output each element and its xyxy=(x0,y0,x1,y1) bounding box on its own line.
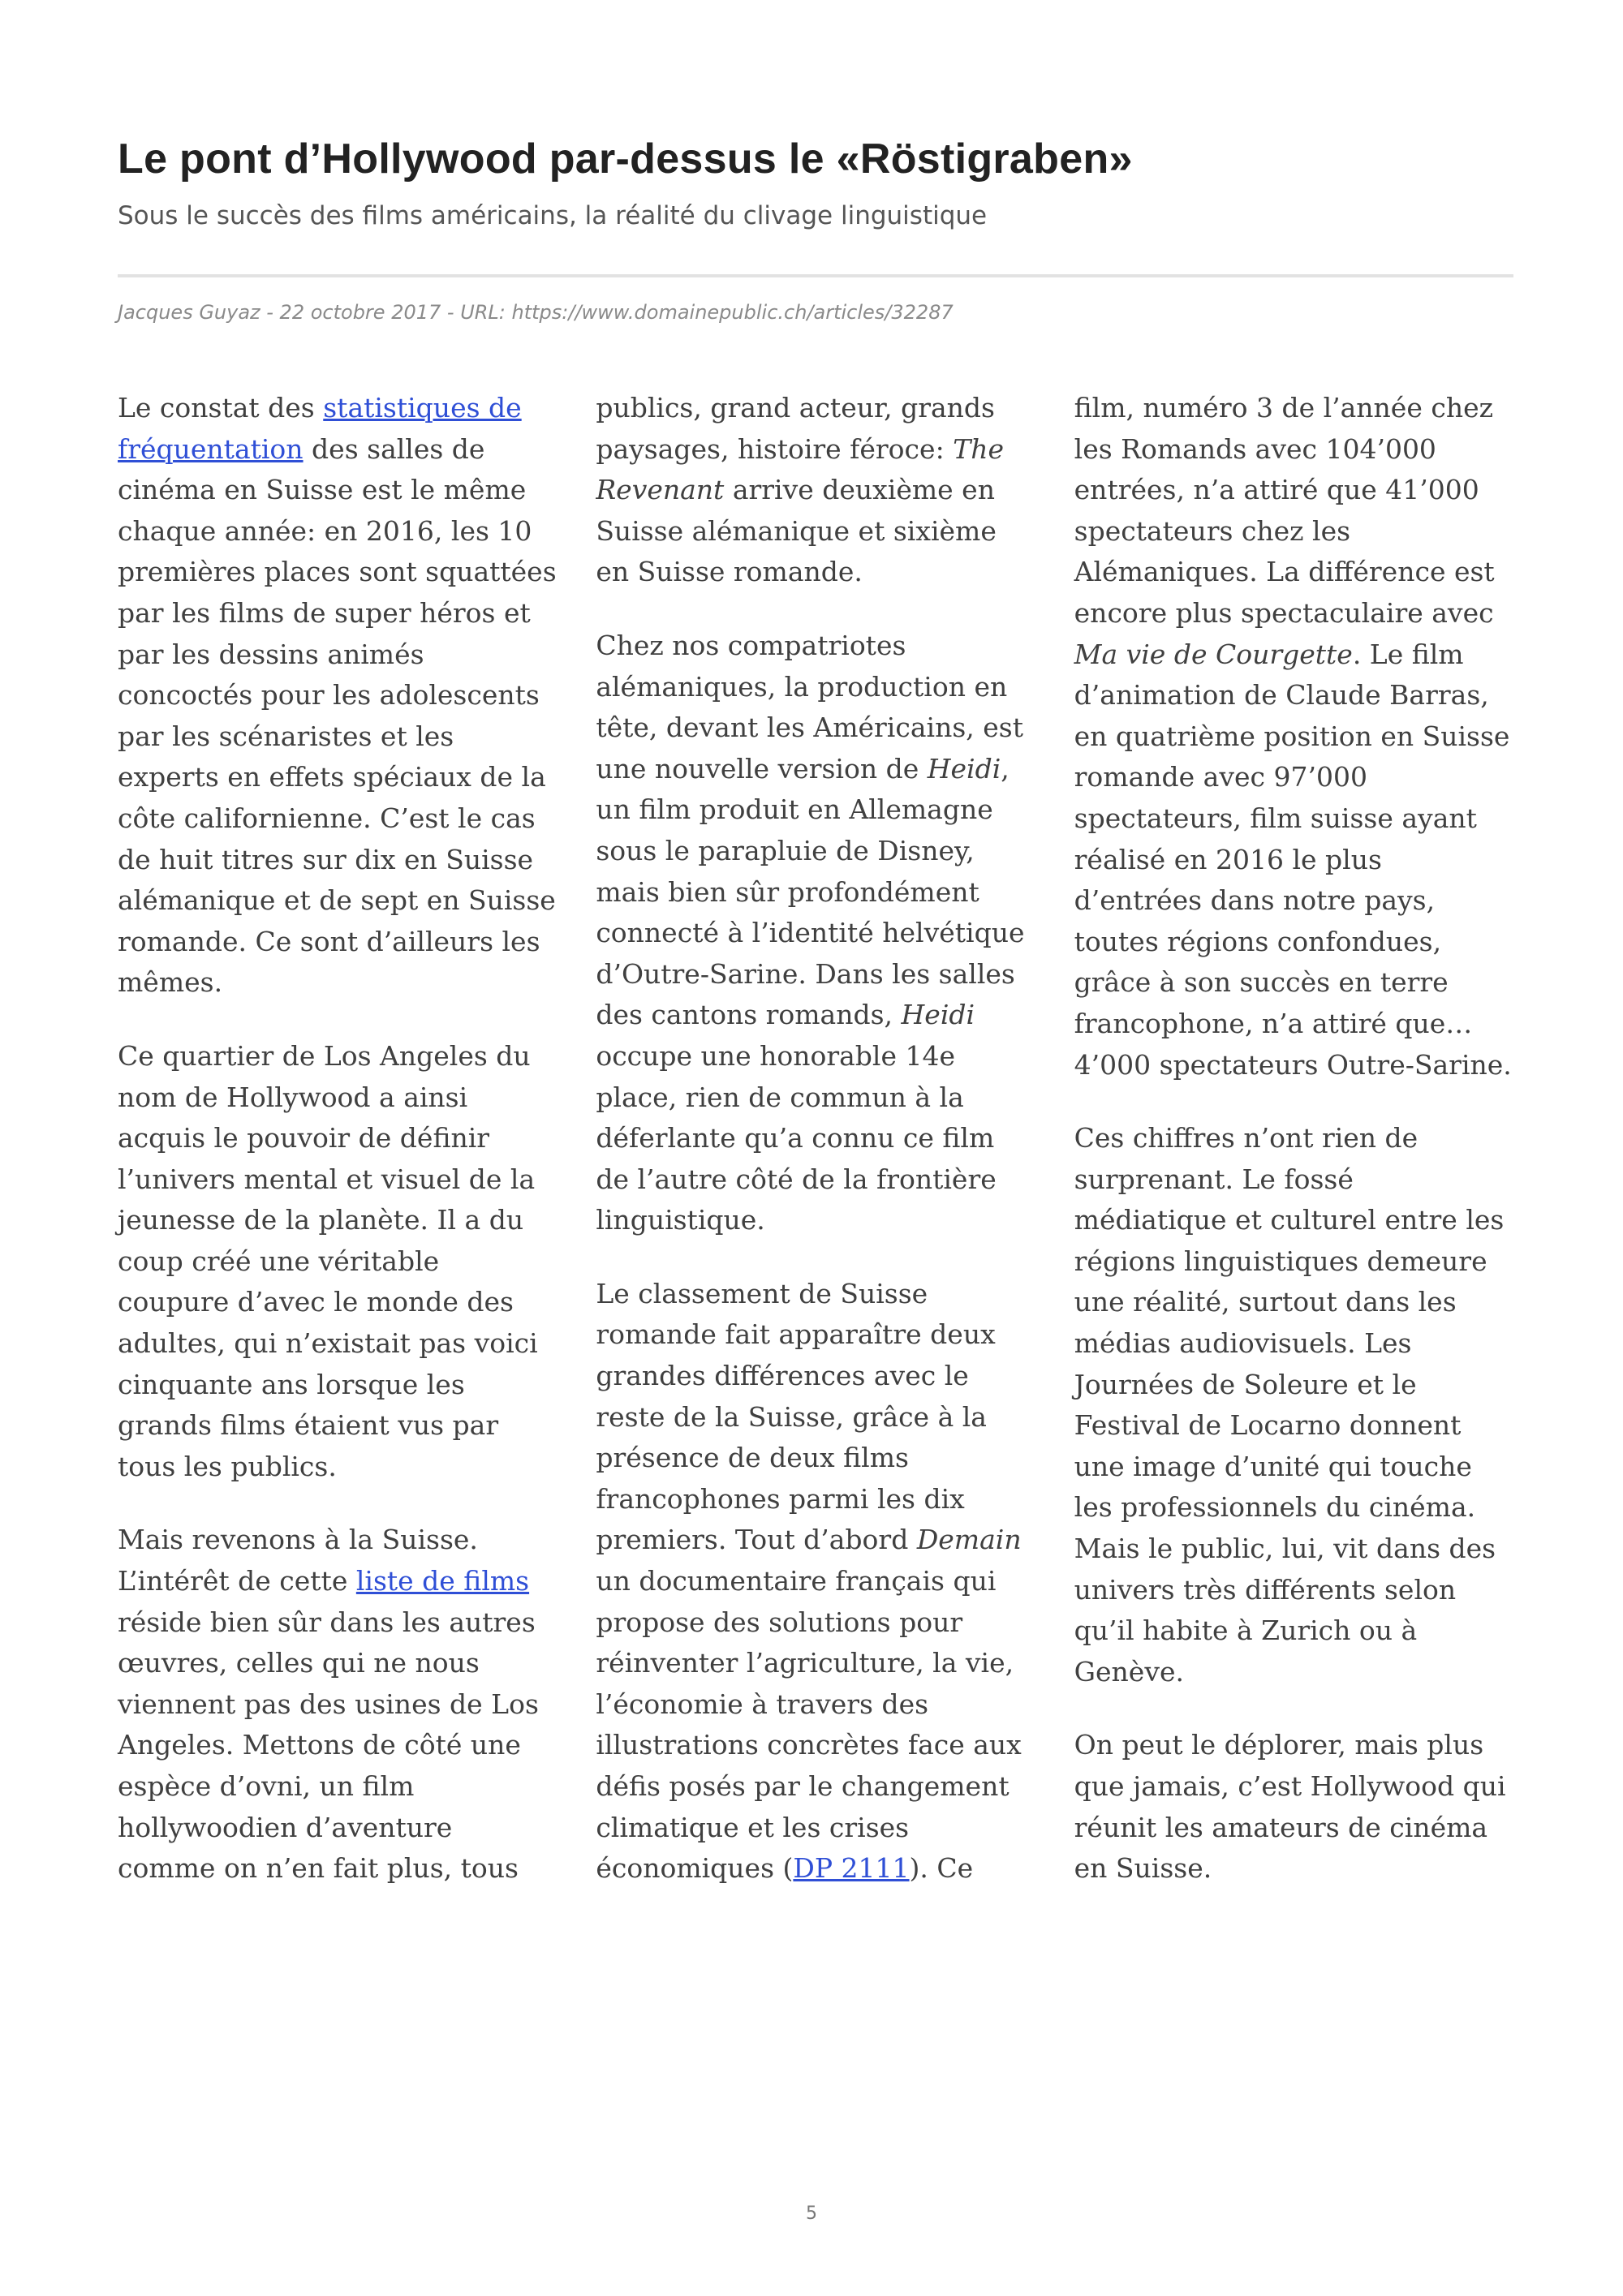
paragraph-text: Mais revenons à la Suisse. L’intérêt de cette xyxy=(118,1524,478,1597)
paragraph-text: Le classement de Suisse romande fait apparaître deux grandes différences avec le reste de la Suisse, grâce à la présence de deux films francophones parmi les dix premiers. Tout d’abord xyxy=(596,1277,996,1556)
paragraph-text: Le constat des xyxy=(118,392,324,424)
film-title: Ma vie de Courgette xyxy=(1074,638,1353,670)
film-title: Heidi xyxy=(901,999,975,1031)
header-divider xyxy=(118,274,1513,277)
paragraph-text: occupe une honorable 14e place, rien de commun à la déferlante qu’a connu ce film de l’autre côté de la frontière linguistique. xyxy=(596,1039,997,1236)
article-body xyxy=(118,388,1513,1913)
paragraph-text: . Le film d’animation de Claude Barras, en quatrième position en Suisse romande avec 97’000 spectateurs, film suisse ayant réalisé en 2016 le plus d’entrées dans notre pays, toutes régions confondues, grâce à son succès en terre francophone, n’a attiré que… 4’000 spectateurs Outre-Sarine. xyxy=(1074,638,1512,1081)
article-subtitle: Sous le succès des films américains, la réalité du clivage linguistique xyxy=(118,201,988,230)
paragraph-text: arrive deuxième en Suisse alémanique et sixième en Suisse romande. xyxy=(596,474,997,588)
article-header xyxy=(118,130,1513,234)
paragraph-2: Ce quartier de Los Angeles du nom de Hollywood a ainsi acquis le pouvoir de définir l’univers mental et visuel de la jeunesse de la planète. Il a du coup créé une véritable coupure d’avec le monde des adultes, qui n’existait pas voici cinquante ans lorsque les grands films étaient vus par tous les publics. xyxy=(118,1039,538,1482)
paragraph-text: , un film produit en Allemagne sous le parapluie de Disney, mais bien sûr profondément connecté à l’identité helvétique d’Outre-Sarine. Dans les salles des cantons romands, xyxy=(596,752,1025,1031)
film-title: The Revenant xyxy=(596,432,1004,506)
paragraph-6: Ces chiffres n’ont rien de surprenant. Le fossé médiatique et culturel entre les régions linguistiques demeure une réalité, surtout dans les médias audiovisuels. Les Journées de Soleure et le Festival de Locarno donnent une image d’unité qui touche les professionnels du cinéma. Mais le public, lui, vit dans des univers très différents selon qu’il habite à Zurich ou à Genève. xyxy=(1074,1122,1505,1688)
paragraph-1 xyxy=(118,388,557,1004)
paragraph-4 xyxy=(596,626,1035,1241)
dp-2111-link[interactable]: DP 2111 xyxy=(793,1852,910,1885)
paragraph-text: ). Ce film, numéro 3 de l’année chez les Romands avec 104’000 entrées, n’a attiré que 41’000 spectateurs chez les Alémaniques. La différence est encore plus spectaculaire avec xyxy=(909,392,1495,1885)
page-number: 5 xyxy=(806,2204,817,2224)
paragraph-text: Chez nos compatriotes alémaniques, la production en tête, devant les Américains, est une nouvelle version de xyxy=(596,629,1023,785)
paragraph-7: On peut le déplorer, mais plus que jamais, c’est Hollywood qui réunit les amateurs de cinéma en Suisse. xyxy=(1074,1729,1506,1885)
film-title: Demain xyxy=(916,1524,1022,1556)
paragraph-text: un documentaire français qui propose des solutions pour réinventer l’agriculture, la vie, l’économie à travers des illustrations concrètes face aux défis posés par le changement climatique et les crises économiques ( xyxy=(596,1565,1022,1885)
film-list-link[interactable]: liste de films xyxy=(355,1565,530,1597)
paragraph-text: réside bien sûr dans les autres œuvres, celles qui ne nous viennent pas des usines de Los Angeles. Mettons de côté une espèce d’ovni, un film hollywoodien d’aventure comme on n’en fait plus, tous publics, grand acteur, grands paysages, histoire féroce: xyxy=(118,392,995,1885)
film-title: Heidi xyxy=(927,752,1001,785)
article-byline: Jacques Guyaz - 22 octobre 2017 - URL: https://www.domainepublic.ch/articles/32287 xyxy=(118,301,954,324)
paragraph-text: des salles de cinéma en Suisse est le même chaque année: en 2016, les 10 premières places sont squattées par les films de super héros et par les dessins animés concoctés pour les adolescents par les scénaristes et les experts en effets spéciaux de la côte californienne. C’est le cas de huit titres sur dix en Suisse alémanique et de sept en Suisse romande. Ce sont d’ailleurs les mêmes. xyxy=(118,432,557,999)
article-title: Le pont d’Hollywood par-dessus le «Röstigraben» xyxy=(118,135,1133,183)
statistics-link[interactable]: statistiques de fréquentation xyxy=(118,392,522,465)
